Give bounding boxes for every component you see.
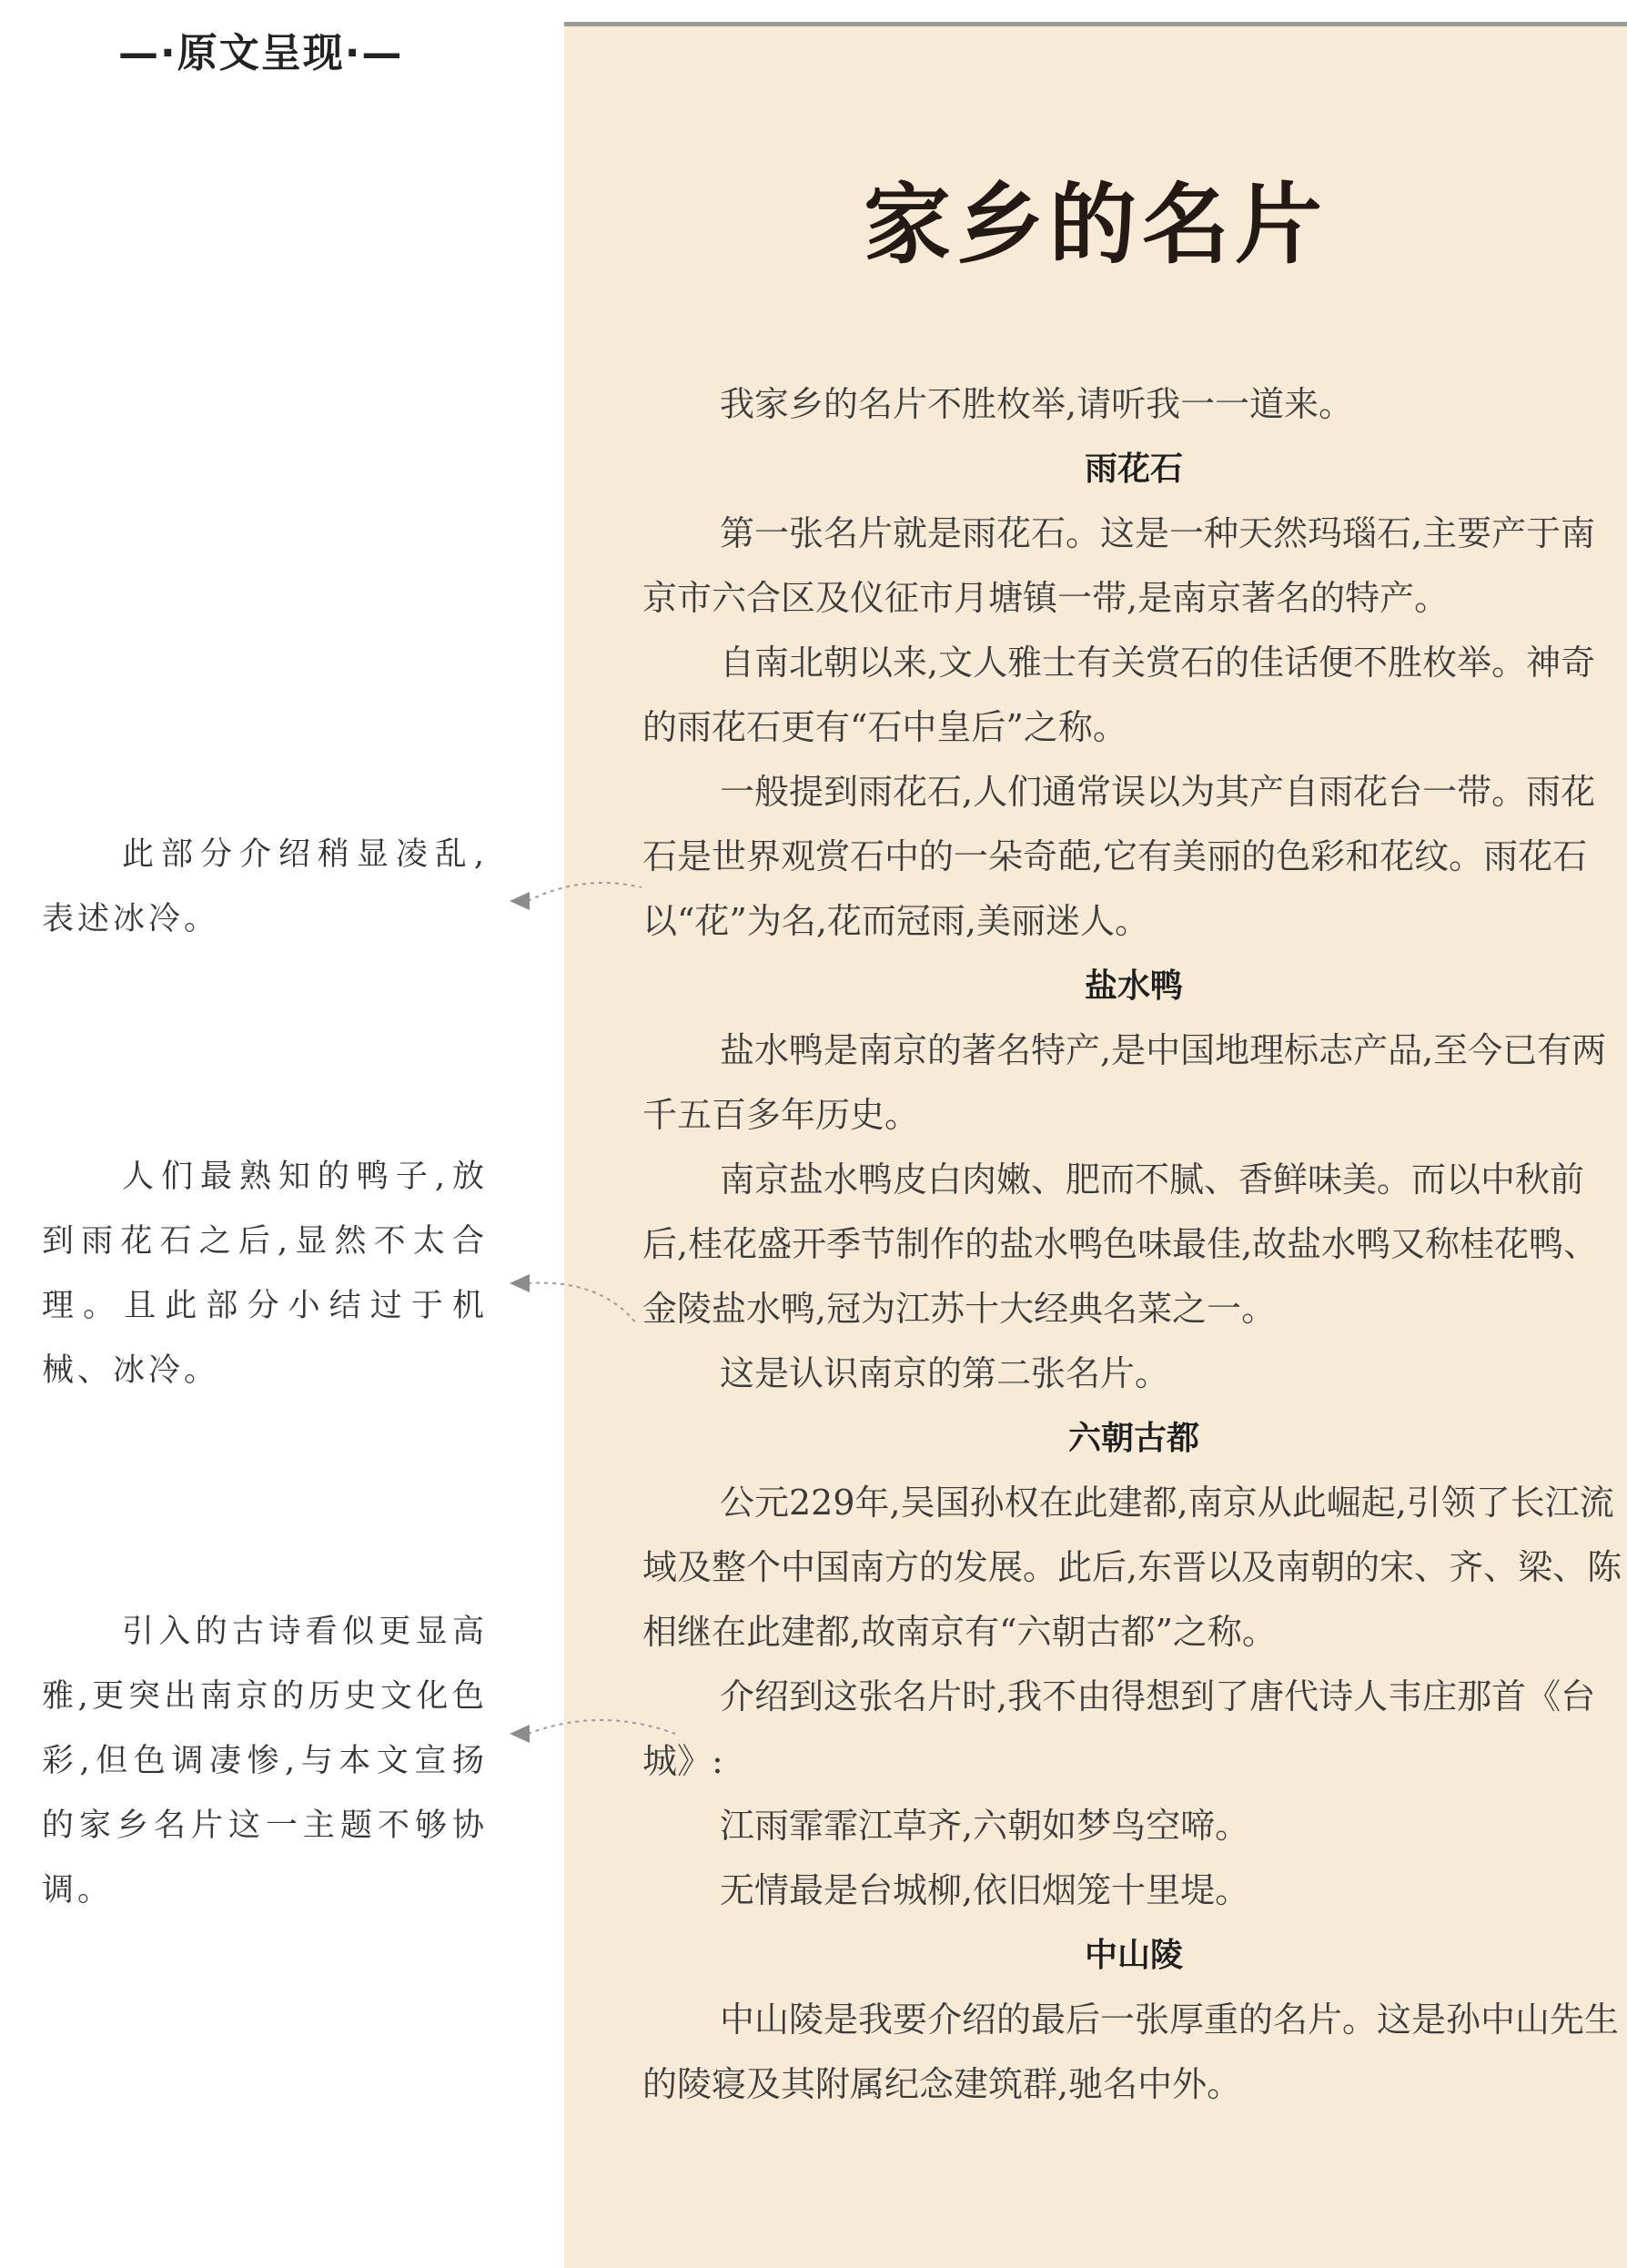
subheading-yuhuashi: 雨花石 [1084, 451, 1183, 488]
paragraph: 盐水鸭是南京的著名特产,是中国地理标志产品,至今已有两千五百多年历史。 [642, 1030, 1607, 1135]
paragraph: 公元229年,吴国孙权在此建都,南京从此崛起,引领了长江流域及整个中国南方的发展。此后,东晋以及南朝的宋、齐、梁、陈相继在此建都,故南京有“六朝古都”之称。 [642, 1483, 1622, 1652]
paragraph: 这是认识南京的第二张名片。 [720, 1353, 1170, 1393]
arrow-left-icon [510, 892, 530, 910]
article-body [642, 372, 1625, 2117]
section-header: —·原文呈现·— [118, 30, 404, 76]
margin-note-2: 人们最熟知的鸭子,放到雨花石之后,显然不太合理。且此部分小结过于机械、冰冷。 [42, 1159, 488, 1389]
arrow-left-icon [510, 1274, 530, 1292]
margin-note-1: 此部分介绍稍显凌乱,表述冰冷。 [42, 836, 488, 937]
subheading-yanshuiya: 盐水鸭 [1084, 967, 1183, 1005]
article-title: 家乡的名片 [864, 173, 1328, 276]
paragraph: 中山陵是我要介绍的最后一张厚重的名片。这是孙中山先生的陵寝及其附属纪念建筑群,驰名中外。 [642, 2000, 1620, 2104]
subheading-zhongshanling: 中山陵 [1084, 1937, 1183, 1974]
arrow-left-icon [510, 1725, 530, 1743]
poem-line: 江雨霏霏江草齐,六朝如梦鸟空啼。 [720, 1806, 1250, 1846]
paragraph: 第一张名片就是雨花石。这是一种天然玛瑙石,主要产于南京市六合区及仪征市月塘镇一带,是南京著名的特产。 [642, 513, 1596, 618]
paragraph: 自南北朝以来,文人雅士有关赏石的佳话便不胜枚举。神奇的雨花石更有“石中皇后”之称。 [642, 643, 1596, 747]
paragraph: 介绍到这张名片时,我不由得想到了唐代诗人韦庄那首《台城》: [642, 1676, 1596, 1781]
paragraph: 南京盐水鸭皮白肉嫩、肥而不腻、香鲜味美。而以中秋前后,桂花盛开季节制作的盐水鸭色味最佳,故盐水鸭又称桂花鸭、金陵盐水鸭,冠为江苏十大经典名菜之一。 [642, 1159, 1599, 1329]
article-panel [564, 22, 1627, 2268]
subheading-liuchao: 六朝古都 [1067, 1420, 1199, 1457]
intro-paragraph: 我家乡的名片不胜枚举,请听我一一道来。 [720, 384, 1354, 424]
paragraph: 一般提到雨花石,人们通常误以为其产自雨花台一带。雨花石是世界观赏石中的一朵奇葩,它有美丽的色彩和花纹。雨花石以“花”为名,花而冠雨,美丽迷人。 [642, 772, 1596, 941]
margin-note-3: 引入的古诗看似更显高雅,更突出南京的历史文化色彩,但色调凄惨,与本文宣扬的家乡名片这一主题不够协调。 [42, 1614, 488, 1909]
poem-line: 无情最是台城柳,依旧烟笼十里堤。 [720, 1870, 1250, 1910]
